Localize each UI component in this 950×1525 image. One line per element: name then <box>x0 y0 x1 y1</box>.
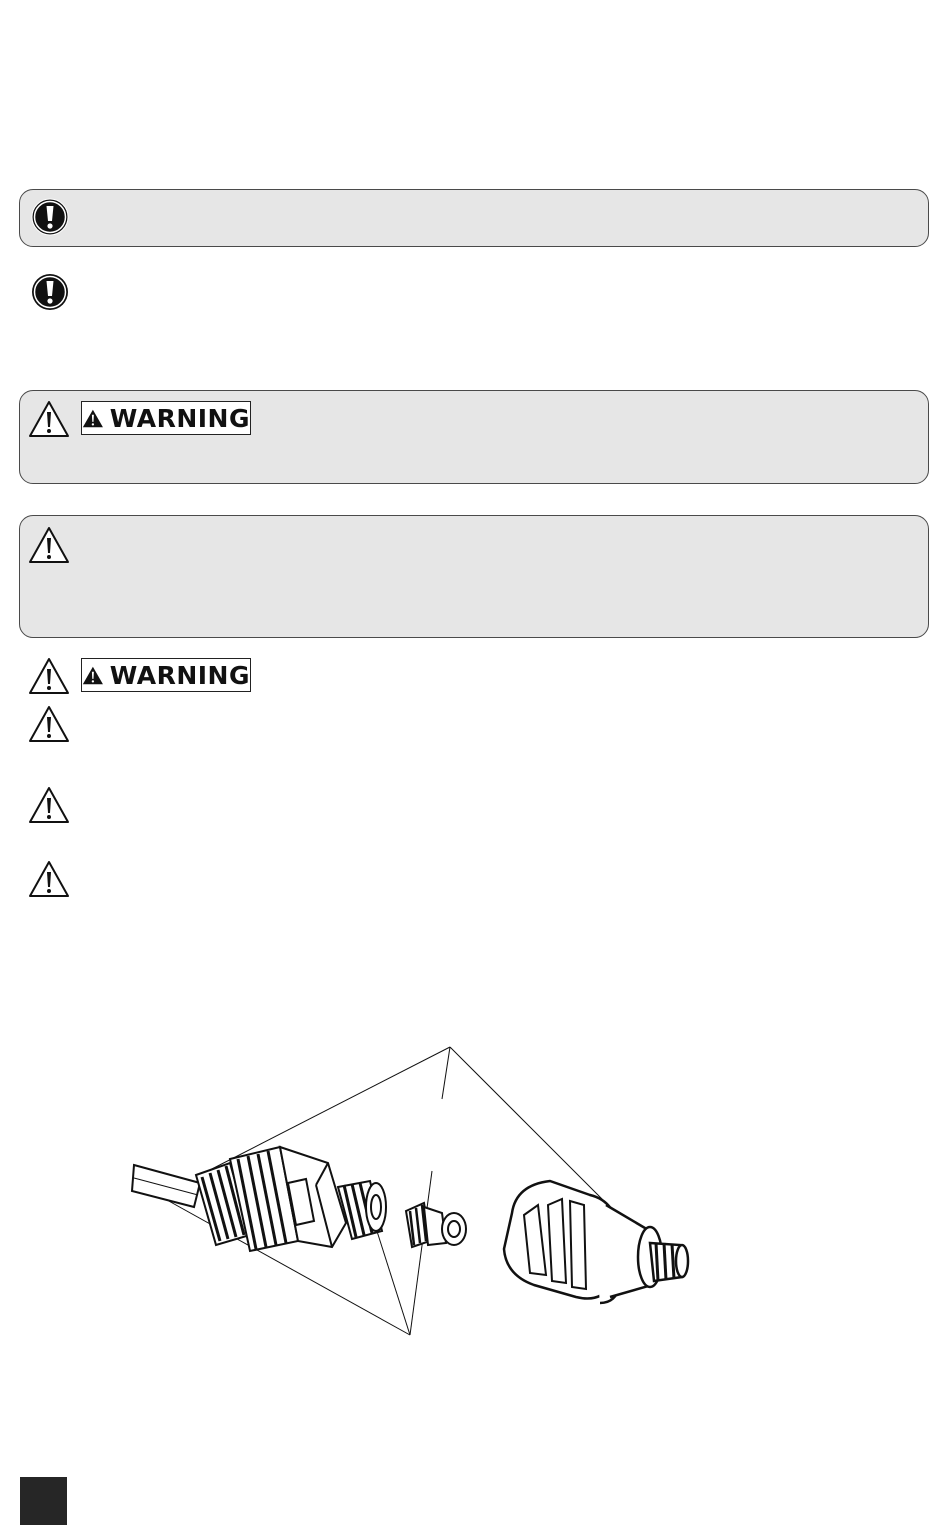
exclamation-circle-icon <box>30 197 70 237</box>
warning-triangle-icon <box>82 407 104 430</box>
warning-badge-label: WARNING <box>109 403 250 433</box>
warning-triangle-icon <box>28 400 70 438</box>
callout-line <box>442 1047 450 1099</box>
page-tab-marker <box>20 1477 67 1525</box>
coupling-housing <box>504 1181 688 1303</box>
warning-triangle-icon <box>28 786 70 824</box>
warning-triangle-icon <box>28 657 70 695</box>
notice-box-1 <box>19 189 929 247</box>
callout-line <box>450 1047 610 1207</box>
warning-badge-label: WARNING <box>109 660 250 690</box>
connector-assembly-illustration <box>120 1035 720 1355</box>
cable <box>132 1165 200 1207</box>
contact-insert <box>406 1203 466 1247</box>
caution-box <box>19 515 929 638</box>
warning-triangle-icon <box>28 526 70 564</box>
warning-badge <box>81 658 251 692</box>
exclamation-circle-icon <box>30 272 70 312</box>
callout-line <box>204 1047 450 1173</box>
callout-line <box>410 1171 432 1335</box>
warning-triangle-icon <box>82 664 104 687</box>
warning-badge <box>81 401 251 435</box>
warning-triangle-icon <box>28 705 70 743</box>
warning-triangle-icon <box>28 860 70 898</box>
